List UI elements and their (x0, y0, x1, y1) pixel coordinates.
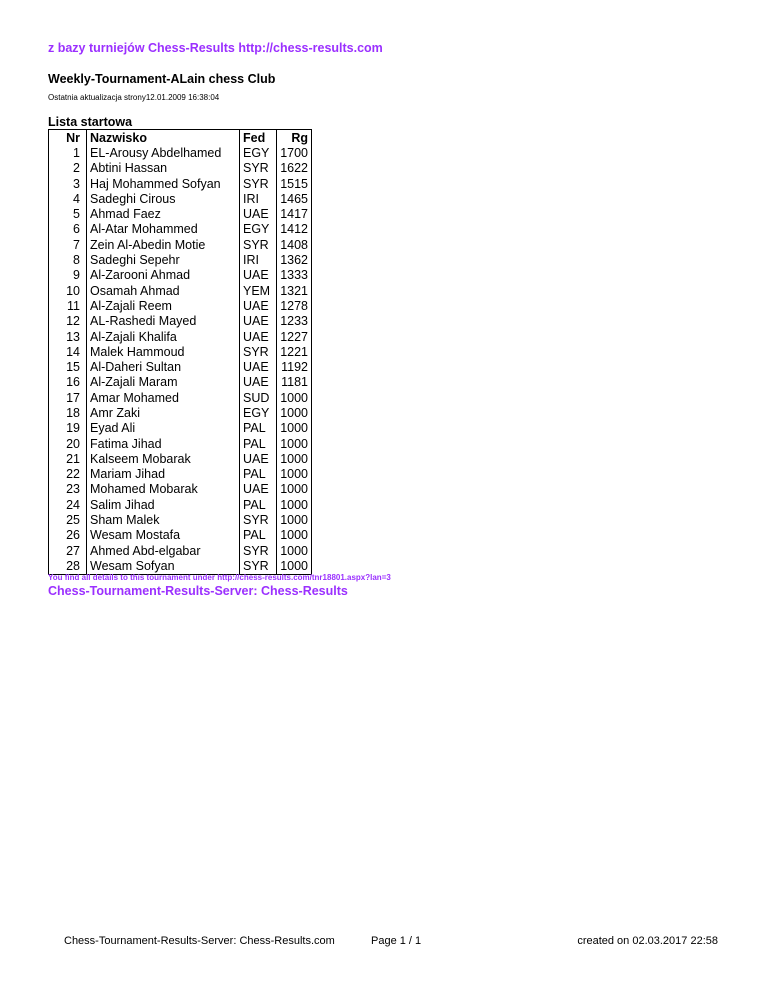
footer-server-name: Chess-Tournament-Results-Server: Chess-Results.com (64, 935, 335, 947)
player-federation: UAE (240, 451, 277, 466)
player-nr: 17 (49, 390, 87, 405)
table-row (49, 512, 312, 527)
player-federation: UAE (240, 298, 277, 313)
player-federation: PAL (240, 497, 277, 512)
player-name: Abtini Hassan (87, 161, 240, 176)
table-row (49, 528, 312, 543)
player-federation: PAL (240, 467, 277, 482)
player-federation: SYR (240, 344, 277, 359)
player-name: Amr Zaki (87, 405, 240, 420)
table-row (49, 390, 312, 405)
player-federation: UAE (240, 268, 277, 283)
player-nr: 24 (49, 497, 87, 512)
table-row (49, 222, 312, 237)
player-name: Sham Malek (87, 512, 240, 527)
player-nr: 20 (49, 436, 87, 451)
player-name: EL-Arousy Abdelhamed (87, 145, 240, 160)
player-nr: 5 (49, 206, 87, 221)
player-name: Fatima Jihad (87, 436, 240, 451)
table-row (49, 436, 312, 451)
player-rating: 1000 (277, 390, 312, 405)
player-nr: 9 (49, 268, 87, 283)
player-rating: 1000 (277, 421, 312, 436)
player-name: Al-Zajali Reem (87, 298, 240, 313)
player-nr: 12 (49, 314, 87, 329)
table-row (49, 145, 312, 160)
footer-created-date: created on 02.03.2017 22:58 (577, 935, 718, 947)
player-rating: 1000 (277, 436, 312, 451)
player-name: Eyad Ali (87, 421, 240, 436)
player-rating: 1321 (277, 283, 312, 298)
player-rating: 1000 (277, 543, 312, 558)
player-federation: IRI (240, 252, 277, 267)
player-rating: 1515 (277, 176, 312, 191)
player-rating: 1000 (277, 558, 312, 574)
player-rating: 1000 (277, 512, 312, 527)
player-name: Wesam Mostafa (87, 528, 240, 543)
player-rating: 1408 (277, 237, 312, 252)
player-name: Al-Zajali Khalifa (87, 329, 240, 344)
player-nr: 18 (49, 405, 87, 420)
player-federation: SYR (240, 558, 277, 574)
player-rating: 1181 (277, 375, 312, 390)
player-nr: 19 (49, 421, 87, 436)
player-rating: 1622 (277, 161, 312, 176)
player-federation: SYR (240, 161, 277, 176)
table-row (49, 405, 312, 420)
column-header-fed: Fed (240, 130, 277, 146)
player-rating: 1000 (277, 467, 312, 482)
table-row (49, 283, 312, 298)
player-federation: PAL (240, 528, 277, 543)
table-row (49, 421, 312, 436)
player-rating: 1700 (277, 145, 312, 160)
last-update-text: Ostatnia aktualizacja strony12.01.2009 16:38:04 (48, 93, 220, 102)
player-rating: 1000 (277, 405, 312, 420)
player-rating: 1333 (277, 268, 312, 283)
player-rating: 1412 (277, 222, 312, 237)
player-federation: UAE (240, 329, 277, 344)
player-nr: 13 (49, 329, 87, 344)
player-rating: 1417 (277, 206, 312, 221)
player-name: Al-Atar Mohammed (87, 222, 240, 237)
table-row (49, 191, 312, 206)
player-name: Sadeghi Sepehr (87, 252, 240, 267)
player-rating: 1221 (277, 344, 312, 359)
player-federation: UAE (240, 314, 277, 329)
player-rating: 1000 (277, 451, 312, 466)
table-row (49, 482, 312, 497)
start-list-heading: Lista startowa (48, 115, 133, 129)
player-federation: UAE (240, 206, 277, 221)
player-name: Amar Mohamed (87, 390, 240, 405)
player-federation: UAE (240, 375, 277, 390)
player-name: Kalseem Mobarak (87, 451, 240, 466)
player-rating: 1000 (277, 497, 312, 512)
player-nr: 3 (49, 176, 87, 191)
table-row (49, 359, 312, 374)
player-rating: 1227 (277, 329, 312, 344)
player-nr: 4 (49, 191, 87, 206)
table-row (49, 176, 312, 191)
player-federation: EGY (240, 405, 277, 420)
player-nr: 23 (49, 482, 87, 497)
player-nr: 7 (49, 237, 87, 252)
table-row (49, 375, 312, 390)
table-row (49, 206, 312, 221)
player-rating: 1278 (277, 298, 312, 313)
player-rating: 1000 (277, 528, 312, 543)
player-name: Al-Zajali Maram (87, 375, 240, 390)
player-federation: PAL (240, 421, 277, 436)
player-name: AL-Rashedi Mayed (87, 314, 240, 329)
player-federation: SYR (240, 176, 277, 191)
table-row (49, 543, 312, 558)
player-federation: PAL (240, 436, 277, 451)
player-federation: EGY (240, 222, 277, 237)
tournament-title: Weekly-Tournament-ALain chess Club (48, 72, 276, 86)
player-nr: 10 (49, 283, 87, 298)
player-federation: YEM (240, 283, 277, 298)
table-row (49, 329, 312, 344)
table-header-row (49, 130, 312, 146)
player-nr: 15 (49, 359, 87, 374)
player-rating: 1192 (277, 359, 312, 374)
player-name: Salim Jihad (87, 497, 240, 512)
player-name: Ahmed Abd-elgabar (87, 543, 240, 558)
player-federation: EGY (240, 145, 277, 160)
player-rating: 1233 (277, 314, 312, 329)
player-name: Sadeghi Cirous (87, 191, 240, 206)
table-row (49, 268, 312, 283)
table-row (49, 344, 312, 359)
player-nr: 1 (49, 145, 87, 160)
player-name: Malek Hammoud (87, 344, 240, 359)
player-nr: 22 (49, 467, 87, 482)
player-nr: 14 (49, 344, 87, 359)
player-name: Mohamed Mobarak (87, 482, 240, 497)
footer-page-number: Page 1 / 1 (371, 935, 422, 947)
table-row (49, 558, 312, 574)
player-nr: 16 (49, 375, 87, 390)
player-federation: SYR (240, 512, 277, 527)
player-federation: UAE (240, 359, 277, 374)
table-row (49, 237, 312, 252)
player-name: Wesam Sofyan (87, 558, 240, 574)
server-link[interactable]: Chess-Tournament-Results-Server: Chess-Results (48, 584, 348, 598)
player-federation: SUD (240, 390, 277, 405)
details-info-text: You find all details to this tournament under http://chess-results.com/tnr18801.aspx?lan=3 (48, 573, 391, 582)
player-name: Mariam Jihad (87, 467, 240, 482)
player-name: Osamah Ahmad (87, 283, 240, 298)
player-name: Al-Zarooni Ahmad (87, 268, 240, 283)
player-name: Ahmad Faez (87, 206, 240, 221)
source-link[interactable]: z bazy turniejów Chess-Results http://chess-results.com (48, 41, 383, 55)
column-header-rating: Rg (277, 130, 312, 146)
player-nr: 21 (49, 451, 87, 466)
player-name: Al-Daheri Sultan (87, 359, 240, 374)
table-row (49, 314, 312, 329)
player-rating: 1465 (277, 191, 312, 206)
column-header-nr: Nr (49, 130, 87, 146)
player-federation: SYR (240, 237, 277, 252)
player-nr: 25 (49, 512, 87, 527)
start-list-table (48, 129, 312, 575)
player-federation: IRI (240, 191, 277, 206)
table-row (49, 467, 312, 482)
player-nr: 26 (49, 528, 87, 543)
player-nr: 28 (49, 558, 87, 574)
column-header-name: Nazwisko (87, 130, 240, 146)
table-row (49, 298, 312, 313)
player-name: Zein Al-Abedin Motie (87, 237, 240, 252)
table-row (49, 161, 312, 176)
player-nr: 8 (49, 252, 87, 267)
table-row (49, 497, 312, 512)
player-name: Haj Mohammed Sofyan (87, 176, 240, 191)
player-federation: SYR (240, 543, 277, 558)
player-nr: 11 (49, 298, 87, 313)
player-nr: 27 (49, 543, 87, 558)
player-federation: UAE (240, 482, 277, 497)
table-row (49, 252, 312, 267)
table-row (49, 451, 312, 466)
player-rating: 1000 (277, 482, 312, 497)
player-nr: 6 (49, 222, 87, 237)
player-rating: 1362 (277, 252, 312, 267)
player-nr: 2 (49, 161, 87, 176)
